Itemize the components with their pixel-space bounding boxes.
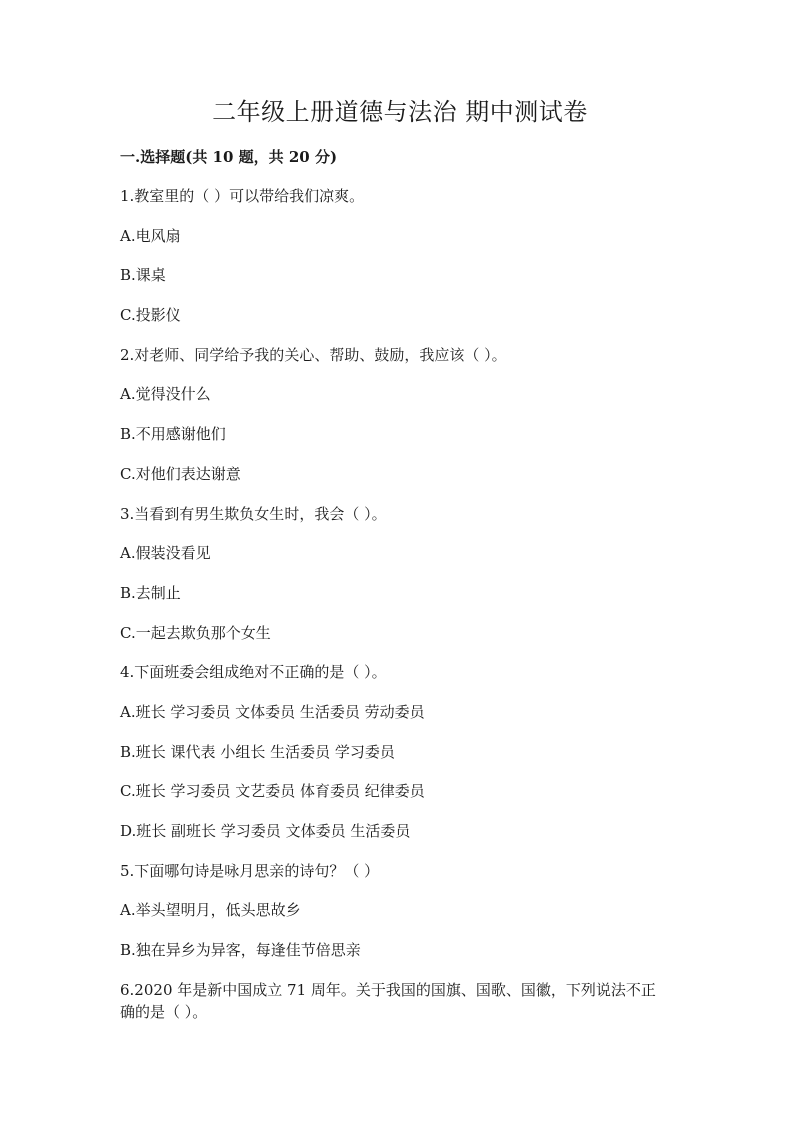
question-1-option-c: C.投影仪	[120, 306, 181, 325]
page-title: 二年级上册道德与法治 期中测试卷	[212, 98, 588, 126]
question-2-stem: 2.对老师、同学给予我的关心、帮助、鼓励，我应该（ ）。	[120, 345, 507, 364]
question-3-option-a: A.假装没看见	[120, 544, 211, 563]
question-4-option-a: A.班长 学习委员 文体委员 生活委员 劳动委员	[120, 702, 425, 721]
question-2-option-a: A.觉得没什么	[120, 385, 211, 404]
question-4-option-c: C.班长 学习委员 文艺委员 体育委员 纪律委员	[120, 782, 425, 801]
question-4-option-d: D.班长 副班长 学习委员 文体委员 生活委员	[120, 822, 411, 840]
question-3-option-b: B.去制止	[120, 583, 181, 602]
question-5-option-a: A.举头望明月，低头思故乡	[120, 901, 301, 920]
question-5-option-b: B.独在异乡为异客，每逢佳节倍思亲	[120, 941, 361, 960]
question-2-option-c: C.对他们表达谢意	[120, 464, 241, 483]
question-2-option-b: B.不用感谢他们	[120, 425, 226, 444]
question-6-stem: 6.2020 年是新中国成立 71 周年。关于我国的国旗、国歌、国徽，下列说法不正确的是（ ）。	[120, 980, 656, 1021]
section-heading: 一.选择题(共 10 题，共 20 分)	[120, 148, 338, 166]
question-4-option-b: B.班长 课代表 小组长 生活委员 学习委员	[120, 742, 395, 761]
question-list	[120, 185, 680, 1040]
question-5-stem: 5.下面哪句诗是咏月思亲的诗句？（ ）	[120, 861, 380, 880]
question-1-option-a: A.电风扇	[120, 226, 181, 245]
question-1-option-b: B.课桌	[120, 266, 166, 285]
question-4-stem: 4.下面班委会组成绝对不正确的是（ ）。	[120, 663, 387, 682]
question-1-stem: 1.教室里的（ ）可以带给我们凉爽。	[120, 187, 365, 205]
question-3-stem: 3.当看到有男生欺负女生时，我会（ ）。	[120, 504, 387, 523]
question-3-option-c: C.一起去欺负那个女生	[120, 623, 271, 642]
